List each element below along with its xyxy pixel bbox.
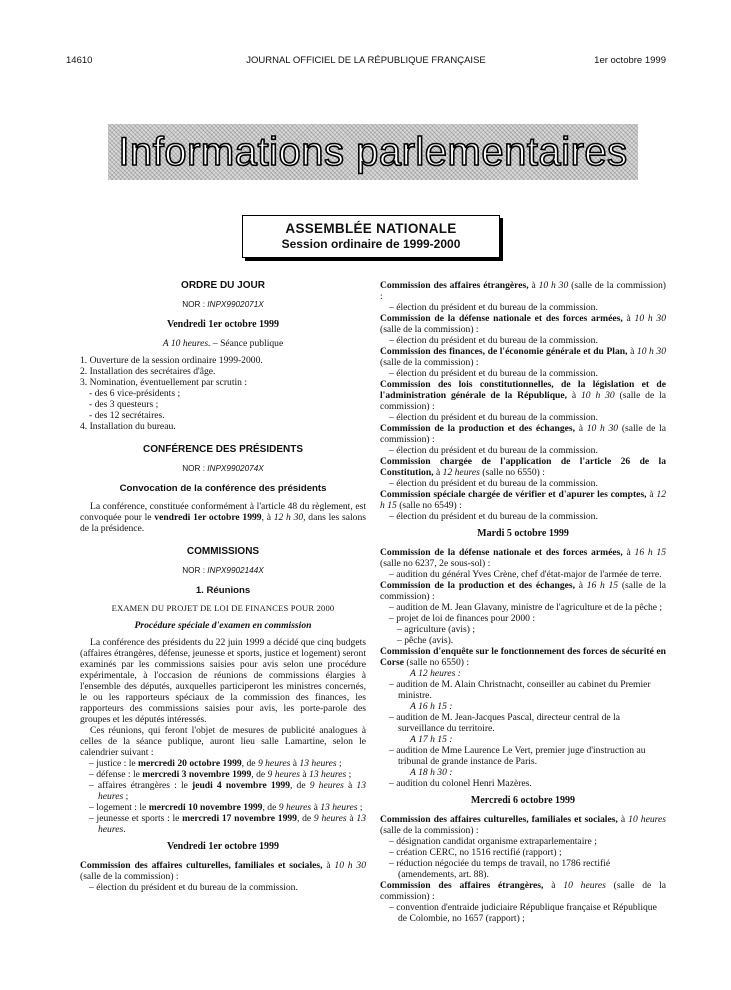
commission-room: (salle de la commission) : bbox=[380, 423, 666, 445]
commission-name: Commission spéciale chargée de vérifier et d'apurer les comptes, bbox=[380, 489, 647, 500]
commission-item: – élection du président et du bureau de la commission. bbox=[389, 335, 598, 346]
calendar-budget: affaires étrangères : le bbox=[97, 780, 193, 791]
commission-item: – élection du président et du bureau de la commission. bbox=[389, 478, 598, 489]
conference-text bbox=[80, 501, 366, 534]
right-column bbox=[380, 280, 666, 924]
commission-entry: Commission chargée de l'application de l'article 26 de la Constitution, à 12 heures (salle no 6550) : bbox=[380, 456, 666, 478]
commission-item: – élection du président et du bureau de la commission. bbox=[389, 511, 598, 522]
ordre-du-jour-title: ORDRE DU JOUR bbox=[181, 280, 265, 291]
agenda-item: 2. Installation des secrétaires d'âge. bbox=[80, 366, 216, 377]
commission-time: 10 h 30 bbox=[334, 860, 366, 871]
assembly-box bbox=[242, 215, 500, 258]
commission-time: 16 h 15 bbox=[586, 580, 619, 591]
examen-heading: EXAMEN DU PROJET DE LOI DE FINANCES POUR 2000 bbox=[111, 603, 335, 613]
conference-text-2: , à bbox=[261, 512, 274, 523]
slot-item: – audition de M. Jean-Jacques Pascal, directeur central de la surveillance du territoire. bbox=[389, 712, 620, 734]
commission-name: Commission des affaires étrangères, bbox=[380, 280, 529, 291]
commission-time: 12 heures bbox=[442, 467, 480, 478]
commission-time: 10 h 30 bbox=[586, 423, 619, 434]
commission-room: (salle no 6550) : bbox=[482, 467, 545, 478]
commission-name: Commission chargée de l'application de l'article 26 de la Constitution, bbox=[380, 456, 666, 478]
commission-time: 10 heures bbox=[628, 814, 666, 825]
commission-entry: Commission des affaires étrangères, à 10 h 30 (salle de la commission) : bbox=[380, 280, 667, 302]
commission-item: – projet de loi de finances pour 2000 : bbox=[389, 613, 536, 624]
ordre-items bbox=[80, 355, 366, 432]
commission-subitems bbox=[380, 624, 666, 646]
banner-title: Informations parlementaires bbox=[118, 130, 628, 174]
commissions-title: COMMISSIONS bbox=[186, 546, 260, 557]
calendar-item: – justice : le mercredi 20 octobre 1999, de 9 heures à 13 heures ; bbox=[89, 758, 342, 769]
wednesday-title: Mercredi 6 octobre 1999 bbox=[470, 795, 576, 806]
agenda-item: - des 12 secrétaires. bbox=[89, 410, 165, 421]
commissions-day: Vendredi 1er octobre 1999 bbox=[166, 841, 280, 852]
conference-date: vendredi 1er octobre 1999 bbox=[154, 512, 262, 523]
issue-date: 1er octobre 1999 bbox=[594, 55, 666, 66]
calendar-end: 13 heures bbox=[98, 813, 366, 835]
commission-room: (salle de la commission) : bbox=[380, 880, 666, 902]
calendar-item: – jeunesse et sports : le mercredi 17 novembre 1999, de 9 heures à 13 heures. bbox=[89, 813, 366, 835]
procedure-heading: Procédure spéciale d'examen en commission bbox=[134, 620, 312, 631]
calendar-start: 9 heures bbox=[257, 758, 291, 769]
calendar-budget: jeunesse et sports : le bbox=[96, 813, 183, 824]
commission-room: (salle no 6549) : bbox=[399, 500, 462, 511]
commission-name: Commission de la production et des échanges, bbox=[380, 423, 576, 434]
commission-room: (salle de la commission) : bbox=[380, 825, 479, 836]
nor-code: INPX9902071X bbox=[207, 300, 264, 309]
calendar-date: mercredi 10 novembre 1999 bbox=[148, 802, 263, 813]
calendar-budget: défense : le bbox=[96, 769, 143, 780]
calendar-start: 9 heures bbox=[313, 813, 347, 824]
friday-commissions bbox=[380, 280, 666, 522]
commission-time: 10 h 30 bbox=[581, 390, 615, 401]
commission-name: Commission des affaires culturelles, familiales et sociales, bbox=[380, 814, 618, 825]
commission-entry: Commission de la production et des échanges, à 10 h 30 (salle de la commission) : bbox=[380, 423, 666, 445]
assembly-title: ASSEMBLÉE NATIONALE bbox=[285, 221, 457, 236]
calendar-date: mercredi 20 octobre 1999 bbox=[138, 758, 242, 769]
left-column bbox=[80, 280, 366, 893]
calendar-end: 13 heures bbox=[320, 802, 358, 813]
commission-entry: Commission spéciale chargée de vérifier et d'apurer les comptes, à 12 h 15 (salle no 6549) : bbox=[380, 489, 666, 511]
nor-conference bbox=[80, 463, 366, 474]
page-number: 14610 bbox=[66, 55, 93, 66]
commission-entry: Commission des affaires culturelles, familiales et sociales, à 10 h 30 (salle de la commission) : bbox=[80, 860, 366, 882]
calendar-date: mercredi 3 novembre 1999 bbox=[142, 769, 252, 780]
commission-item: – audition du général Yves Crène, chef d'état-major de l'armée de terre. bbox=[389, 569, 662, 580]
commission-items bbox=[380, 902, 666, 924]
commission-entry: Commission de la défense nationale et des forces armées, à 10 h 30 (salle de la commission) : bbox=[380, 313, 667, 335]
commission-time: 12 h 15 bbox=[380, 489, 666, 511]
agenda-item: - des 3 questeurs ; bbox=[89, 399, 159, 410]
commission-name: Commission des affaires culturelles, familiales et sociales, bbox=[80, 860, 323, 871]
nor-ordre bbox=[80, 299, 366, 310]
commission-room: (salle no 6550) : bbox=[406, 657, 470, 668]
commission-entry: Commission des affaires étrangères, à 10 heures (salle de la commission) : bbox=[380, 880, 666, 902]
calendar-date: mercredi 17 novembre 1999 bbox=[182, 813, 297, 824]
commission-time: 16 h 15 bbox=[634, 547, 667, 558]
commission-time: 10 h 30 bbox=[538, 280, 569, 291]
session-title: Session ordinaire de 1999-2000 bbox=[281, 237, 461, 251]
calendar-item: – défense : le mercredi 3 novembre 1999, de 9 heures à 13 heures ; bbox=[89, 769, 352, 780]
commission-entry: Commission des affaires culturelles, familiales et sociales, à 10 heures (salle de la commission) : bbox=[380, 814, 666, 836]
agenda-item: 4. Installation du bureau. bbox=[80, 421, 176, 432]
commission-name: Commission des affaires étrangères, bbox=[380, 880, 544, 891]
commission-entry: Commission de la production et des échanges, à 16 h 15 (salle de la commission) : bbox=[380, 580, 666, 602]
commission-item: – élection du président et du bureau de la commission. bbox=[389, 445, 598, 456]
conference-text-1: La conférence, constituée conformément à l'article 48 du règlement, est convoquée pour le bbox=[80, 501, 366, 523]
slot-time: A 12 heures : bbox=[410, 668, 461, 679]
conference-title: CONFÉRENCE DES PRÉSIDENTS bbox=[142, 444, 304, 455]
commission-room: (salle de la commission) : bbox=[380, 390, 666, 412]
commission-subitem: – pêche (avis). bbox=[397, 635, 454, 646]
nor-code: INPX9902144X bbox=[207, 566, 264, 575]
nor-code: INPX9902074X bbox=[207, 464, 264, 473]
slot-time: A 17 h 15 : bbox=[410, 734, 453, 745]
commission-room: (salle no 6237, 2e sous-sol) : bbox=[380, 558, 491, 569]
commission-entry bbox=[380, 646, 666, 668]
commission-room: (salle de la commission) : bbox=[380, 580, 666, 602]
commission-item: – élection du président et du bureau de la commission. bbox=[389, 302, 598, 313]
slot-item: – audition de M. Alain Christnacht, conseiller au cabinet du Premier ministre. bbox=[389, 679, 651, 701]
seance-line bbox=[80, 338, 366, 349]
nor-label: NOR : bbox=[182, 464, 208, 473]
seance-label: – Séance publique bbox=[210, 338, 284, 349]
slot-time: A 18 h 30 : bbox=[410, 767, 453, 778]
commission-items bbox=[380, 836, 666, 880]
commission-entry: Commission des finances, de l'économie générale et du Plan, à 10 h 30 (salle de la commission) : bbox=[380, 346, 667, 368]
commission-item: – élection du président et du bureau de la commission. bbox=[389, 412, 598, 423]
commission-name: Commission de la production et des échanges, bbox=[380, 580, 576, 591]
commission-items bbox=[380, 602, 666, 624]
nor-label: NOR : bbox=[182, 300, 208, 309]
ordre-day: Vendredi 1er octobre 1999 bbox=[166, 319, 280, 330]
slot-item: – audition du colonel Henri Mazères. bbox=[389, 778, 532, 789]
commission-name: Commission d'enquête sur le fonctionnement des forces de sécurité en Corse bbox=[380, 646, 666, 668]
commission-name: Commission de la défense nationale et des forces armées, bbox=[380, 313, 623, 324]
tuesday-title: Mardi 5 octobre 1999 bbox=[477, 528, 569, 539]
commission-entry: Commission de la défense nationale et des forces armées, à 16 h 15 (salle no 6237, 2e sous-sol) : bbox=[380, 547, 667, 569]
calendar-item: – logement : le mercredi 10 novembre 1999, de 9 heures à 13 heures ; bbox=[89, 802, 363, 813]
commission-item: – audition de M. Jean Glavany, ministre de l'agriculture et de la pêche ; bbox=[389, 602, 663, 613]
conference-time: 12 h 30, bbox=[273, 512, 306, 523]
commission-room: (salle de la commission) : bbox=[380, 357, 479, 368]
journal-title: JOURNAL OFFICIEL DE LA RÉPUBLIQUE FRANÇAISE bbox=[246, 55, 486, 66]
procedure-para-1: La conférence des présidents du 22 juin 1999 a décidé que cinq budgets (affaires étrangères, défense, jeunesse et sports, justice et logement) seront examinés par les commissions saisies pour avis selon une procédure expérimentale, à l'occasion de réunions de commissions élargies à l'ensemble des députés, auxquelles participeront les ministres concernés, le ou les rapporteurs spéciaux de la commission des finances, les rapporteurs des commissions saisies pour avis, les porte-parole des groupes et les députés intéressés. bbox=[80, 637, 366, 725]
calendar-item: – affaires étrangères : le jeudi 4 novembre 1999, de 9 heures à 13 heures ; bbox=[89, 780, 366, 802]
calendar-budget: justice : le bbox=[96, 758, 139, 769]
commission-room: (salle de la commission) : bbox=[380, 324, 479, 335]
nor-label: NOR : bbox=[182, 566, 208, 575]
commission-item: – convention d'entraide judiciaire République française et République de Colombie, no 1657 (rapport) ; bbox=[389, 902, 657, 924]
calendar-end: 13 heures bbox=[98, 780, 366, 802]
conference-subtitle: Convocation de la conférence des présidents bbox=[119, 483, 327, 494]
calendar-start: 9 heures bbox=[278, 802, 312, 813]
procedure-para-2: Ces réunions, qui feront l'objet de mesures de publicité analogues à celles de la séance publique, auront lieu salle Lamartine, selon le calendrier suivant : bbox=[80, 725, 366, 758]
commission-item: – élection du président et du bureau de la commission. bbox=[389, 368, 598, 379]
section-banner bbox=[108, 124, 638, 180]
calendar-end: 13 heures bbox=[309, 769, 347, 780]
calendar-budget: logement : le bbox=[96, 802, 149, 813]
commission-entry: Commission des lois constitutionnelles, de la législation et de l'administration générale de la République, à 10 h 30 (salle de la commission) : bbox=[380, 379, 666, 412]
commission-item: – élection du président et du bureau de la commission. bbox=[89, 882, 298, 893]
commission-time: 10 heures bbox=[563, 880, 606, 891]
commission-name: Commission des lois constitutionnelles, de la législation et de l'administration générale de la République, bbox=[380, 379, 666, 401]
calendar-date: jeudi 4 novembre 1999 bbox=[192, 780, 291, 791]
commission-item: – réduction négociée du temps de travail, no 1786 rectifié (amendements, art. 88). bbox=[389, 858, 611, 880]
commission-room: (salle de la commission) : bbox=[80, 871, 179, 882]
hearing-slots bbox=[380, 668, 666, 789]
commission-name: Commission de la défense nationale et des forces armées, bbox=[380, 547, 623, 558]
commission-subitem: – agriculture (avis) ; bbox=[397, 624, 476, 635]
calendar-start: 9 heures bbox=[309, 780, 344, 791]
commission-item: – création CERC, no 1516 rectifié (rapport) ; bbox=[389, 847, 562, 858]
slot-item: – audition de Mme Laurence Le Vert, premier juge d'instruction au tribunal de grande instance de Paris. bbox=[389, 745, 646, 767]
reunions-subtitle: 1. Réunions bbox=[195, 585, 251, 596]
slot-time: A 16 h 15 : bbox=[410, 701, 453, 712]
conference-text-3: dans les salons de la présidence. bbox=[80, 512, 366, 534]
calendar-list bbox=[80, 758, 366, 835]
commission-name: Commission des finances, de l'économie générale et du Plan, bbox=[380, 346, 628, 357]
agenda-item: 1. Ouverture de la session ordinaire 1999-2000. bbox=[80, 355, 263, 366]
agenda-item: 3. Nomination, éventuellement par scrutin : bbox=[80, 377, 248, 388]
commission-time: 10 h 30 bbox=[636, 346, 667, 357]
running-header bbox=[66, 55, 666, 67]
seance-time: A 10 heures. bbox=[162, 338, 211, 349]
agenda-item: - des 6 vice-présidents ; bbox=[89, 388, 181, 399]
nor-commissions bbox=[80, 565, 366, 576]
commission-time: 10 h 30 bbox=[634, 313, 667, 324]
commission-item: – désignation candidat organisme extraparlementaire ; bbox=[389, 836, 597, 847]
calendar-start: 9 heures bbox=[267, 769, 300, 780]
commission-room: (salle de la commission) : bbox=[380, 280, 667, 302]
calendar-end: 13 heures bbox=[299, 758, 337, 769]
